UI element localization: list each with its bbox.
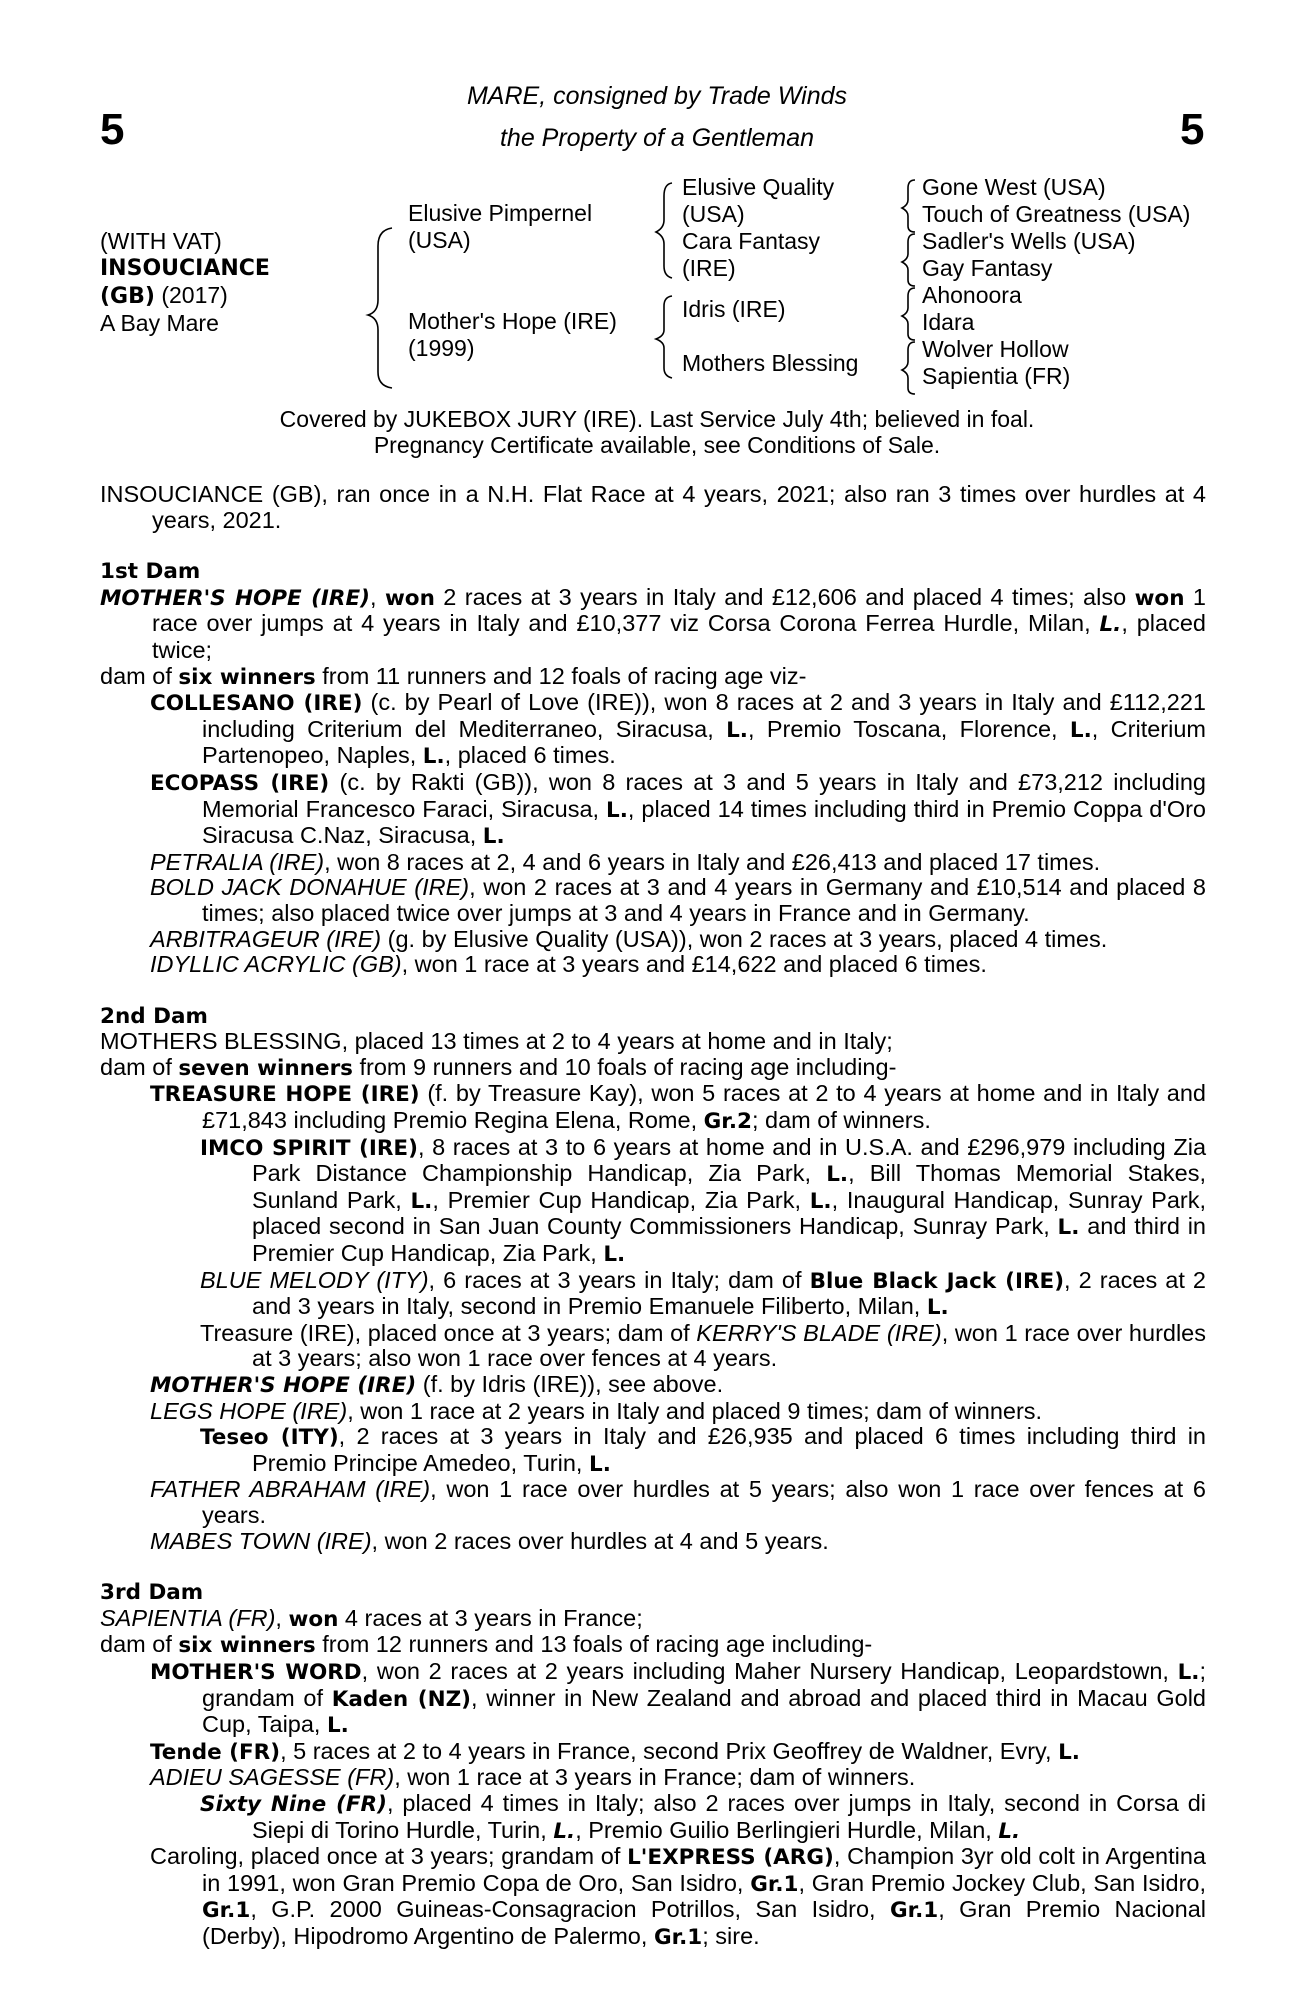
second-dam-record: MOTHERS BLESSING, placed 13 times at 2 to 4 years at home and in Italy; bbox=[100, 1028, 893, 1055]
consignor-line: MARE, consigned by Trade Winds bbox=[466, 82, 848, 110]
progeny-arbitrageur: ARBITRAGEUR (IRE) (g. by Elusive Quality (USA)), won 2 races at 3 years, placed 4 times. bbox=[150, 925, 1108, 952]
gg-1: Gone West (USA) bbox=[922, 174, 1106, 200]
progeny-mothers-hope: MOTHER'S HOPE (IRE) (f. by Idris (IRE)), see above. bbox=[150, 1371, 724, 1398]
sire-sire-name: Elusive Quality bbox=[682, 174, 835, 200]
gg-3: Sadler's Wells (USA) bbox=[922, 228, 1136, 254]
sire-dam bbox=[682, 228, 820, 282]
covered-line: Covered by JUKEBOX JURY (IRE). Last Service July 4th; believed in foal. bbox=[279, 406, 1035, 432]
gg-8: Sapientia (FR) bbox=[922, 363, 1071, 389]
first-dam-produce-summary: dam of six winners from 11 runners and 12 foals of racing age viz- bbox=[100, 662, 807, 690]
sire bbox=[408, 200, 592, 254]
second-dam-produce-summary: dam of seven winners from 9 runners and 10 foals of racing age including- bbox=[100, 1053, 897, 1081]
horse-year: (2017) bbox=[154, 282, 228, 308]
third-dam-record: SAPIENTIA (FR), won 4 races at 3 years in France; bbox=[100, 1604, 643, 1632]
first-dam-heading: 1st Dam bbox=[100, 559, 201, 585]
dam-year: (1999) bbox=[408, 335, 475, 361]
progeny-collesano: COLLESANO (IRE) (c. by Pearl of Love (IRE)), won 8 races at 2 and 3 years in Italy and £112,221 including Criterium del Mediterraneo, Siracusa, L., Premio Toscana, Florence, L., Criterium Partenopeo, Naples, L., placed 6 times. bbox=[150, 689, 1206, 770]
gg-7: Wolver Hollow bbox=[922, 336, 1069, 362]
lot-number-left: 5 bbox=[100, 105, 125, 154]
intro-paragraph: INSOUCIANCE (GB), ran once in a N.H. Flat Race at 4 years, 2021; also ran 3 times over hurdles at 4 years, 2021. bbox=[100, 481, 1206, 533]
dam-name: Mother's Hope (IRE) bbox=[408, 308, 617, 334]
pregnancy-line: Pregnancy Certificate available, see Conditions of Sale. bbox=[373, 432, 941, 458]
progeny-treasure: Treasure (IRE), placed once at 3 years; dam of KERRY'S BLADE (IRE), won 1 race over hurdles at 3 years; also won 1 race over fences at 4 years. bbox=[200, 1319, 1207, 1372]
gg-2: Touch of Greatness (USA) bbox=[922, 201, 1191, 227]
progeny-blue-melody: BLUE MELODY (ITY), 6 races at 3 years in Italy; dam of Blue Black Jack (IRE), 2 races at 2 and 3 years in Italy, second in Premio Emanuele Filiberto, Milan, L. bbox=[200, 1266, 1207, 1321]
progeny-treasure-hope: TREASURE HOPE (IRE) (f. by Treasure Kay), won 5 races at 2 to 4 years at home and in Italy and £71,843 including Premio Regina Elena, Rome, Gr.2; dam of winners. bbox=[150, 1080, 1206, 1135]
grandparents-col bbox=[922, 174, 1190, 390]
progeny-idyllic-acrylic: IDYLLIC ACRYLIC (GB), won 1 race at 3 years and £14,622 and placed 6 times. bbox=[150, 951, 987, 978]
progeny-mothers-word: MOTHER'S WORD, won 2 races at 2 years including Maher Nursery Handicap, Leopardstown, L.; grandam of Kaden (NZ), winner in New Zealand and abroad and placed third in Macau Gold Cup, Taipa, L. bbox=[150, 1657, 1206, 1739]
horse-description: A Bay Mare bbox=[100, 310, 219, 336]
sire-sire-country: (USA) bbox=[682, 201, 745, 227]
progeny-bold-jack-donahue: BOLD JACK DONAHUE (IRE), won 2 races at 3 and 4 years in Germany and £10,514 and placed 8 times; also placed twice over jumps at 3 and 4 years in France and in Germany. bbox=[150, 874, 1206, 926]
catalogue-text bbox=[100, 482, 1206, 1950]
vat-label: (WITH VAT) bbox=[100, 228, 222, 254]
first-dam-record: MOTHER'S HOPE (IRE), won 2 races at 3 years in Italy and £12,606 and placed 4 times; also won 1 race over jumps at 4 years in Italy and £10,377 viz Corsa Corona Ferrea Hurdle, Milan, L., placed twice; bbox=[100, 583, 1206, 663]
progeny-mabes-town: MABES TOWN (IRE), won 2 races over hurdles at 4 and 5 years. bbox=[150, 1527, 829, 1554]
dam-dam: Mothers Blessing bbox=[682, 350, 859, 376]
sire-name: Elusive Pimpernel bbox=[408, 200, 593, 226]
gg-6: Idara bbox=[922, 309, 975, 335]
progeny-petralia: PETRALIA (IRE), won 8 races at 2, 4 and 6 years in Italy and £26,413 and placed 17 times. bbox=[150, 848, 1101, 875]
progeny-imco-spirit: IMCO SPIRIT (IRE), 8 races at 3 to 6 years at home and in U.S.A. and £296,979 including Zia Park Distance Championship Handicap, Zia Park, L., Bill Thomas Memorial Stakes, Sunland Park, L., Premier Cup Handicap, Zia Park, L., Inaugural Handicap, Sunray Park, placed second in San Juan County Commissioners Handicap, Sunray Park, L. and third in Premier Cup Handicap, Zia Park, L. bbox=[200, 1133, 1207, 1268]
gg-5: Ahonoora bbox=[922, 282, 1022, 308]
gg-4: Gay Fantasy bbox=[922, 255, 1053, 281]
third-dam-produce-summary: dam of six winners from 12 runners and 13 foals of racing age including- bbox=[100, 1631, 873, 1659]
sire-sire bbox=[682, 174, 834, 228]
lot-number-right: 5 bbox=[1180, 105, 1205, 154]
progeny-adieu-sagesse: ADIEU SAGESSE (FR), won 1 race at 3 years in France; dam of winners. bbox=[150, 1764, 916, 1791]
progeny-tende: Tende (FR), 5 races at 2 to 4 years in France, second Prix Geoffrey de Waldner, Evry, L. bbox=[150, 1737, 1080, 1765]
horse-name: INSOUCIANCE bbox=[100, 256, 270, 281]
horse-country: (GB) bbox=[100, 284, 155, 309]
progeny-teseo: Teseo (ITY), 2 races at 3 years in Italy and £26,935 and placed 6 times including third in Premio Principe Amedeo, Turin, L. bbox=[200, 1423, 1206, 1477]
sire-dam-country: (IRE) bbox=[682, 255, 736, 281]
progeny-legs-hope: LEGS HOPE (IRE), won 1 race at 2 years in Italy and placed 9 times; dam of winners. bbox=[150, 1397, 1043, 1424]
dam bbox=[408, 308, 617, 362]
third-dam-heading: 3rd Dam bbox=[100, 1580, 204, 1606]
second-dam-heading: 2nd Dam bbox=[100, 1003, 208, 1029]
property-line: the Property of a Gentleman bbox=[499, 124, 815, 152]
sire-country: (USA) bbox=[408, 227, 471, 253]
dam-sire: Idris (IRE) bbox=[682, 296, 786, 322]
progeny-sixty-nine: Sixty Nine (FR), placed 4 times in Italy; also 2 races over jumps in Italy, second in Corsa di Siepi di Torino Hurdle, Turin, L., Premio Guilio Berlingieri Hurdle, Milan, L. bbox=[200, 1789, 1206, 1844]
progeny-ecopass: ECOPASS (IRE) (c. by Rakti (GB)), won 8 races at 3 and 5 years in Italy and £73,212 including Memorial Francesco Faraci, Siracusa, L., placed 14 times including third in Premio Coppa d'Oro Siracusa C.Naz, Siracusa, L. bbox=[150, 768, 1206, 850]
progeny-caroling: Caroling, placed once at 3 years; grandam of L'EXPRESS (ARG), Champion 3yr old colt in Argentina in 1991, won Gran Premio Copa de Oro, San Isidro, Gr.1, Gran Premio Jockey Club, San Isidro, Gr.1, G.P. 2000 Guineas-Consagracion Potrillos, San Isidro, Gr.1, Gran Premio Nacional (Derby), Hipodromo Argentino de Palermo, Gr.1; sire. bbox=[150, 1843, 1207, 1950]
progeny-father-abraham: FATHER ABRAHAM (IRE), won 1 race over hurdles at 5 years; also won 1 race over fences at 6 years. bbox=[150, 1476, 1206, 1528]
sire-dam-name: Cara Fantasy bbox=[682, 228, 821, 254]
